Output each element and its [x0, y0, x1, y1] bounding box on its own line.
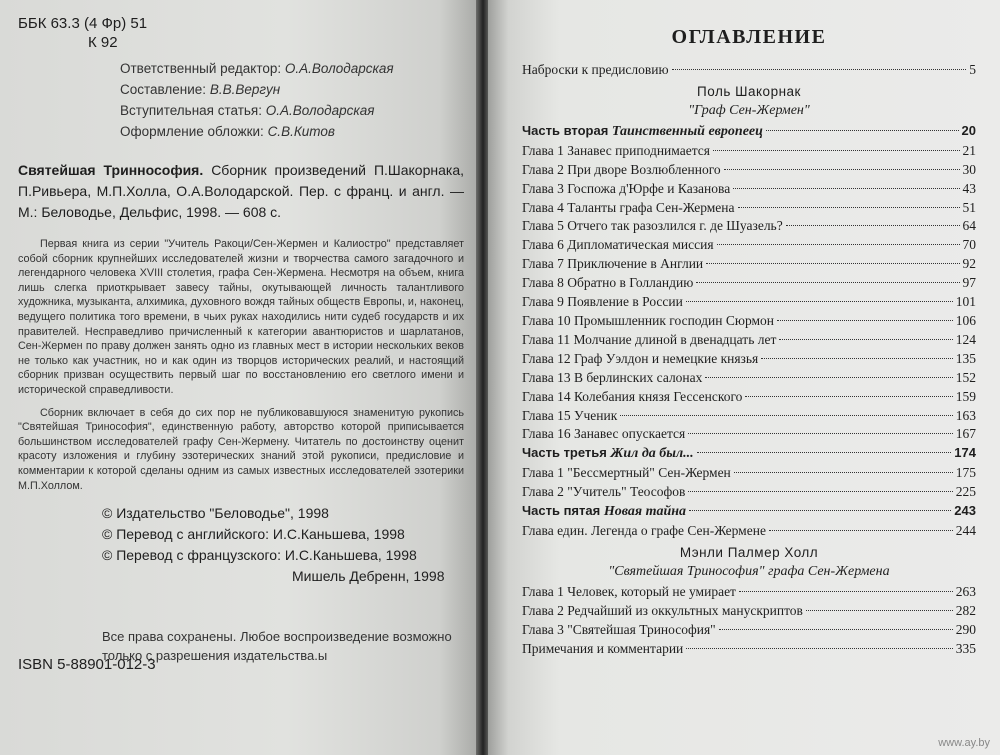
toc-row: Глава 2 При дворе Возлюбленного 30 [522, 161, 976, 177]
credits-list [120, 58, 464, 142]
toc-row: Глава 9 Появление в России 101 [522, 294, 976, 310]
toc-row: Глава 3 Госпожа д'Юрфе и Казанова 43 [522, 180, 976, 196]
copyright-line: © Издательство "Беловодье", 1998 [102, 505, 329, 522]
watermark: www.ay.by [938, 737, 990, 749]
k-code: К 92 [88, 34, 118, 51]
bbk-code: ББК 63.3 (4 Фр) 51 [18, 15, 148, 32]
bbk-block [18, 14, 464, 52]
part2-chapters [522, 142, 976, 445]
copyright-block [102, 503, 464, 587]
toc-part-row: Часть пятая Новая тайна 243 [522, 503, 976, 520]
right-page [488, 0, 1000, 755]
part3-chapters [522, 464, 976, 502]
credit-line: Ответственный редактор: О.А.Володарская [120, 61, 394, 76]
credit-line: Составление: В.В.Вергун [120, 82, 281, 97]
toc-row: Глава 12 Граф Уэлдон и немецкие князья 135 [522, 350, 976, 366]
hall-chapters [522, 583, 976, 640]
abstract-paragraph: Первая книга из серии "Учитель Ракоци/Сен-Жермен и Калиостро" представляет собой сборник крупнейших исследователей жизни и творчества самого загадочного и легендарного человека XVIII столетия, графа Сен-Жермена. Несмотря на объем, книга лишь слегка приоткрывает завесу тайны, окутывающей личность талантливого художника, музыканта, алхимика, духовного вождя тайных обществ Европы, и, наконец, ведущего политика того времени, в чьих руках находились нити судеб государств и их правителей. Несправедливо причисленный к категории авантюристов и шарлатанов, Сен-Жермен по праву должен занять одно из главных мест в истории нескольких веков не только как участник, но и как один из творцов исторических реалий, и настоящий сборник призван осуществить первый шаг по восстановлению его светлого имени и исторической справедливости. [18, 238, 464, 396]
isbn: ISBN 5-88901-012-3 [18, 656, 156, 673]
part5-chapters [522, 522, 976, 541]
copyright-line: © Перевод с английского: И.С.Каньшева, 1998 [102, 526, 405, 543]
toc-row: Глава 15 Ученик 163 [522, 407, 976, 423]
toc-part-row: Часть третья Жил да был... 174 [522, 445, 976, 462]
toc-row: Примечания и комментарии 335 [522, 640, 976, 656]
toc-row: Глава 7 Приключение в Англии 92 [522, 256, 976, 272]
toc-row: Глава 4 Таланты графа Сен-Жермена 51 [522, 199, 976, 215]
toc-row: Глава 8 Обратно в Голландию 97 [522, 275, 976, 291]
toc-row: Глава 13 В берлинских салонах 152 [522, 369, 976, 385]
toc-row: Глава 10 Промышленник господин Сюрмон 106 [522, 312, 976, 328]
toc-row: Глава 16 Занавес опускается 167 [522, 426, 976, 442]
toc-row: Глава 3 "Святейшая Тринософия" 290 [522, 621, 976, 637]
abstract [18, 237, 464, 493]
credit-line: Вступительная статья: О.А.Володарская [120, 103, 375, 118]
author-heading: Мэнли Палмер Холл [679, 544, 819, 560]
work-subtitle: "Граф Сен-Жермен" [688, 102, 810, 118]
toc-row: Глава 1 Занавес приподнимается 21 [522, 142, 976, 158]
toc-part-row: Часть вторая Таинственный европеец 20 [522, 122, 976, 139]
toc-row: Глава 11 Молчание длиной в двенадцать лет 124 [522, 331, 976, 347]
toc-row: Глава 2 Редчайший из оккультных манускриптов 282 [522, 602, 976, 618]
toc-row: Глава 1 Человек, который не умирает 263 [522, 583, 976, 599]
author-heading: Поль Шакорнак [697, 83, 801, 99]
rights-notice: Все права сохранены. Любое воспроизведение возможно только с разрешения издательства.ы [102, 629, 452, 664]
toc-row: Глава 2 "Учитель" Теософов 225 [522, 484, 976, 500]
toc-row: Наброски к предисловию 5 [522, 62, 976, 77]
copyright-line: Мишель Дебренн, 1998 [292, 568, 445, 585]
bibliographic-record: Святейшая Триннософия. Сборник произведений П.Шакорнака, П.Ривьера, М.П.Холла, О.А.Володарской. Пер. с франц. и англ. — М.: Беловодье, Дельфис, 1998. — 608 с. [18, 162, 464, 220]
toc-row: Глава 1 "Бессмертный" Сен-Жермен 175 [522, 465, 976, 481]
toc-title: ОГЛАВЛЕНИЕ [671, 26, 827, 48]
copyright-line: © Перевод с французского: И.С.Каньшева, 1998 [102, 547, 417, 564]
toc-row: Глава 14 Колебания князя Гессенского 159 [522, 388, 976, 404]
left-page [0, 0, 478, 755]
toc-row: Глава един. Легенда о графе Сен-Жермене 244 [522, 522, 976, 538]
work-subtitle: "Святейшая Тринософия" графа Сен-Жермена [608, 563, 890, 579]
abstract-paragraph: Сборник включает в себя до сих пор не публиковавшуюся знаменитую рукопись "Святейшая Тринософия", единственную работу, авторство которой приписывается большинством исследователей графу Сен-Жермену. Читатель по достоинству оценит красоту изложения и глубину эзотерических знаний этой рукописи, предисловие и комментарии к которой сделаны одним из самых известных исследователей эзотерики М.П.Холлом. [18, 406, 464, 492]
credit-line: Оформление обложки: С.В.Китов [120, 124, 335, 139]
toc-row: Глава 5 Отчего так разозлился г. де Шуазель? 64 [522, 218, 976, 234]
toc-row: Глава 6 Дипломатическая миссия 70 [522, 237, 976, 253]
